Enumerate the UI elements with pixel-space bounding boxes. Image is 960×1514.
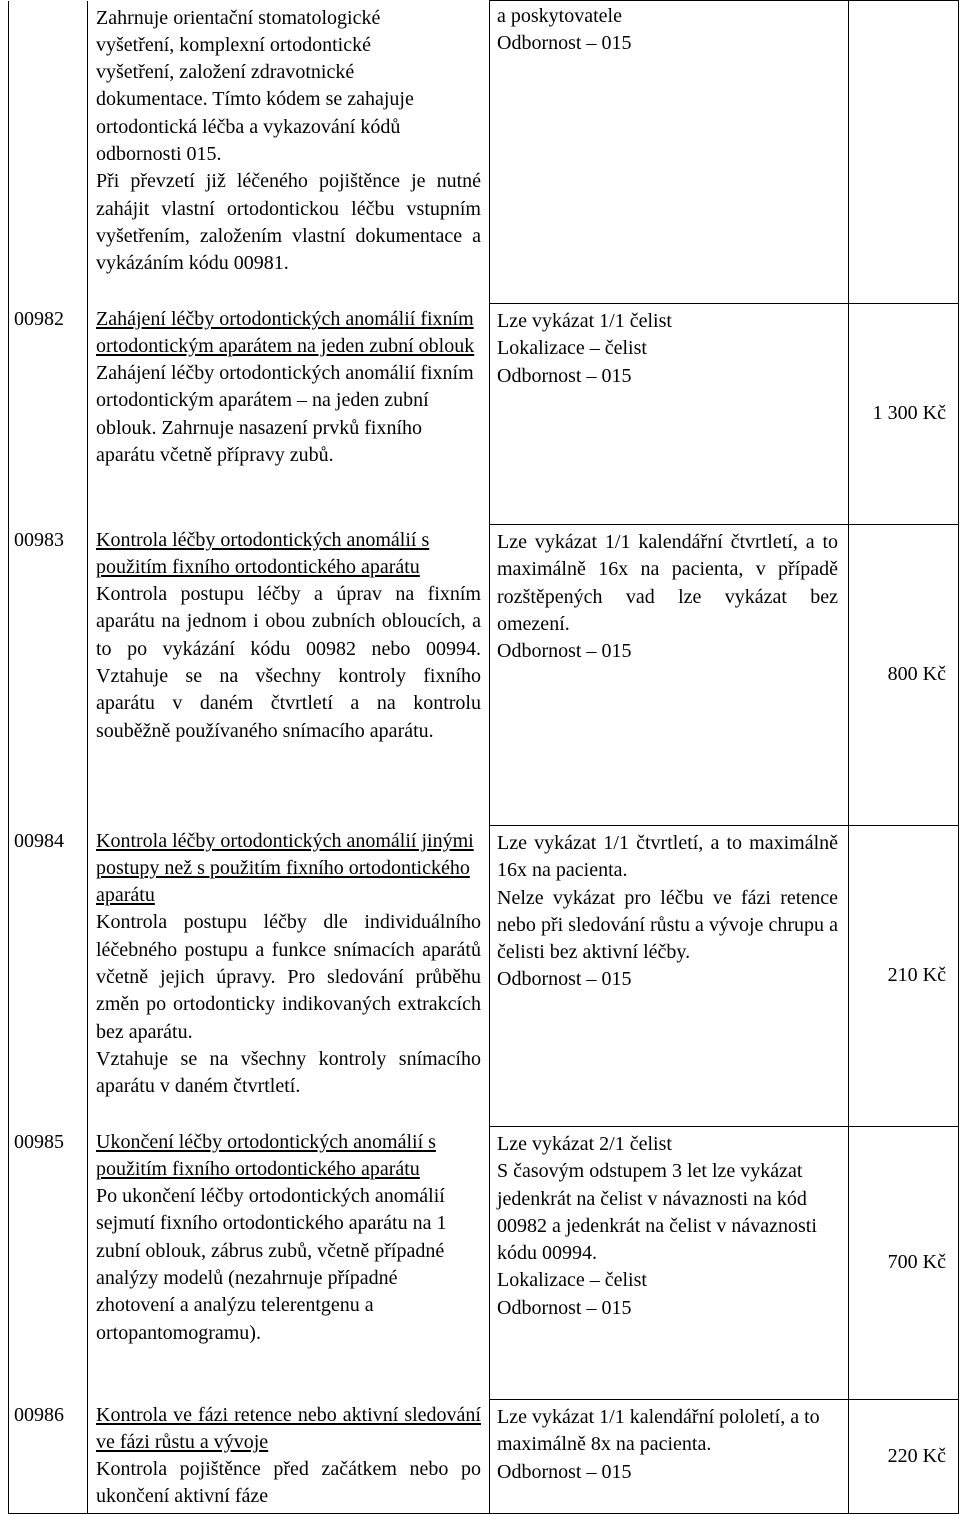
- procedure-code: 00984: [14, 829, 64, 852]
- description-line: ortodontická léčba a vykazování kódů: [96, 115, 401, 138]
- condition-line: Odbornost – 015: [497, 1460, 632, 1483]
- description-line: Při převzetí již léčeného pojištěnce je nutné zahájit vlastní ortodontickou léčbu vstupním vyšetřením, založením vlastní dokumentace a vykázáním kódu 00981.: [96, 170, 481, 275]
- description-cell: [88, 826, 490, 1127]
- procedure-code: 00986: [14, 1403, 64, 1426]
- price-cell: [849, 826, 959, 1127]
- procedure-title: Kontrola léčby ortodontických anomálií jinými postupy než s použitím fixního ortodontického aparátu: [96, 829, 474, 907]
- procedure-codes-table: [8, 0, 959, 1514]
- price-cell: [849, 1, 959, 304]
- description-line: Zahrnuje orientační stomatologické: [96, 6, 381, 29]
- procedure-title: Kontrola ve fázi retence nebo aktivní sledování ve fázi růstu a vývoje: [96, 1403, 481, 1453]
- condition-line: Odbornost – 015: [497, 968, 632, 991]
- description-line: vyšetření, založení zdravotnické: [96, 61, 355, 84]
- description-line: Zahájení léčby ortodontických anomálií fixním ortodontickým aparátem – na jeden zubní oblouk. Zahrnuje nasazení prvků fixního aparátu včetně přípravy zubů.: [96, 362, 474, 466]
- procedure-code: 00982: [14, 307, 64, 330]
- procedure-title: Ukončení léčby ortodontických anomálií s použitím fixního ortodontického aparátu: [96, 1130, 436, 1180]
- description-line: vyšetření, komplexní ortodontické: [96, 33, 371, 56]
- price-value: 1 300 Kč: [872, 402, 946, 425]
- code-cell: [9, 525, 88, 826]
- description-line: Po ukončení léčby ortodontických anomálií sejmutí fixního ortodontického aparátu na 1 zubní oblouk, zábrus zubů, včetně případné analýzy modelů (nezahrnuje případné zhotovení a analýzu telerentgenu a ortopantomogramu).: [96, 1185, 447, 1344]
- price-cell: [849, 1400, 959, 1514]
- description-line: dokumentace. Tímto kódem se zahajuje: [96, 88, 414, 111]
- condition-line: S časovým odstupem 3 let lze vykázat jedenkrát na čelist v návaznosti na kód 00982 a jedenkrát na čelist v návaznosti kódu 00994.: [497, 1160, 817, 1265]
- description-line: Kontrola postupu léčby dle individuálního léčebného postupu a funkce snímacích aparátů včetně jejich úpravy. Pro sledování průběhu změn po ortodonticky indikovaných extrakcích bez aparátu.: [96, 911, 481, 1043]
- code-cell: [9, 1400, 88, 1514]
- procedure-code: 00983: [14, 528, 64, 551]
- condition-line: Lokalizace – čelist: [497, 337, 647, 360]
- condition-line: Odbornost – 015: [497, 1296, 632, 1319]
- price-value: 220 Kč: [887, 1444, 946, 1467]
- table-row: [9, 826, 959, 1127]
- description-cell: [88, 525, 490, 826]
- price-value: 700 Kč: [887, 1251, 946, 1274]
- code-cell: [9, 826, 88, 1127]
- code-cell: [9, 1, 88, 304]
- price-cell: [849, 304, 959, 525]
- table-row: [9, 1400, 959, 1514]
- conditions-cell: [490, 304, 849, 525]
- condition-line: Lze vykázat 1/1 čelist: [497, 310, 672, 332]
- description-cell: [88, 1127, 490, 1400]
- condition-line: Lze vykázat 2/1 čelist: [497, 1133, 672, 1155]
- condition-line: Lze vykázat 1/1 kalendářní pololetí, a to maximálně 8x na pacienta.: [497, 1406, 820, 1456]
- procedure-title: Zahájení léčby ortodontických anomálií fixním ortodontickým aparátem na jeden zubní oblouk: [96, 307, 475, 357]
- conditions-cell: [490, 1400, 849, 1514]
- condition-line: Lze vykázat 1/1 kalendářní čtvrtletí, a to maximálně 16x na pacienta, v případě rozštěpených vad lze vykázat bez omezení.: [497, 531, 838, 635]
- table-row: [9, 525, 959, 826]
- description-cell: [88, 1400, 490, 1514]
- table-row: [9, 304, 959, 525]
- conditions-cell: [490, 525, 849, 826]
- conditions-cell: [490, 826, 849, 1127]
- description-line: odbornosti 015.: [96, 142, 222, 165]
- condition-line: Nelze vykázat pro léčbu ve fázi retence nebo při sledování růstu a vývoje chrupu a čelisti bez aktivní léčby.: [497, 886, 838, 964]
- conditions-cell: [490, 1127, 849, 1400]
- price-value: 800 Kč: [887, 663, 946, 686]
- code-cell: [9, 304, 88, 525]
- condition-line: Lokalizace – čelist: [497, 1269, 647, 1292]
- procedure-code: 00985: [14, 1130, 64, 1153]
- price-value: 210 Kč: [887, 964, 946, 987]
- code-cell: [9, 1127, 88, 1400]
- description-line: Vztahuje se na všechny kontroly snímacího aparátu v daném čtvrtletí.: [96, 1047, 481, 1098]
- table-row: [9, 1127, 959, 1400]
- description-line: Kontrola pojištěnce před začátkem nebo po ukončení aktivní fáze: [96, 1458, 481, 1508]
- description-cell: [88, 304, 490, 525]
- condition-line: Odbornost – 015: [497, 640, 632, 663]
- conditions-cell: [490, 1, 849, 304]
- condition-line: Odbornost – 015: [497, 32, 632, 55]
- condition-line: a poskytovatele: [497, 5, 622, 27]
- condition-line: Lze vykázat 1/1 čtvrtletí, a to maximálně 16x na pacienta.: [497, 832, 838, 882]
- table-row: [9, 1, 959, 304]
- procedure-title: Kontrola léčby ortodontických anomálií s použitím fixního ortodontického aparátu: [96, 528, 430, 578]
- condition-line: Odbornost – 015: [497, 364, 632, 387]
- price-cell: [849, 525, 959, 826]
- description-line: Kontrola postupu léčby a úprav na fixním aparátu na jednom i obou zubních obloucích, a to po vykázání kódu 00982 nebo 00994. Vztahuje se na všechny kontroly fixního aparátu v daném čtvrtletí a na kontrolu souběžně používaného snímacího aparátu.: [96, 583, 481, 742]
- description-cell: [88, 1, 490, 304]
- price-cell: [849, 1127, 959, 1400]
